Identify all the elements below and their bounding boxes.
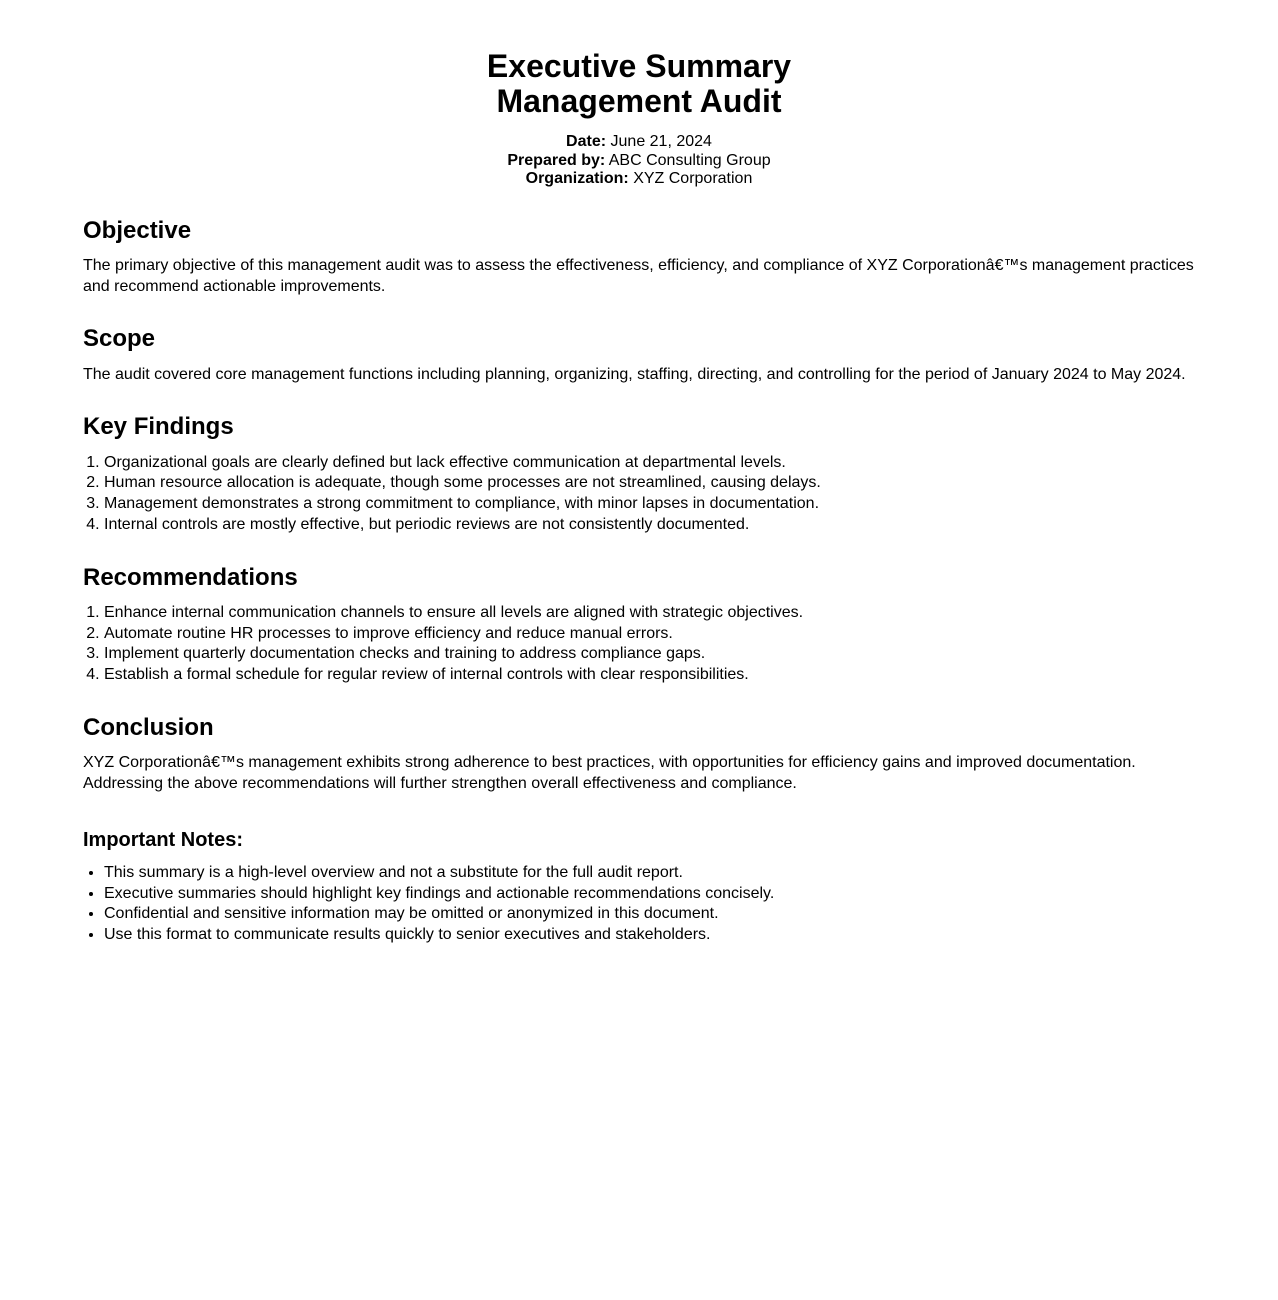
meta-organization-value: XYZ Corporation (633, 170, 753, 188)
meta-organization (83, 170, 1195, 188)
document-title (83, 49, 1195, 119)
recommendations-list (83, 603, 1195, 686)
section-conclusion-paragraph: XYZ Corporationâ€™s management exhibits strong adherence to best practices, with opportunities for efficiency gains and improved documentation. Addressing the above recommendations will further strengthen overall effectiveness and compliance. (83, 754, 1136, 793)
important-notes-list (83, 863, 1195, 946)
important-notes-item: • Executive summaries should highlight key findings and actionable recommendations concisely. (104, 884, 1195, 905)
meta-prepared-by (83, 152, 1195, 170)
recommendations-item: 2. Automate routine HR processes to improve efficiency and reduce manual errors. (104, 624, 1195, 645)
meta-date-label: Date: (566, 133, 607, 151)
section-objective (83, 215, 1195, 298)
meta-organization-label: Organization: (525, 170, 629, 188)
section-important-notes-heading: Important Notes: (83, 828, 243, 851)
section-scope (83, 323, 1195, 385)
meta-date-value: June 21, 2024 (610, 133, 712, 151)
recommendations-item: 3. Implement quarterly documentation checks and training to address compliance gaps. (104, 644, 1195, 665)
key-findings-item: 4. Internal controls are mostly effective, but periodic reviews are not consistently documented. (104, 515, 1195, 536)
important-notes-item: • This summary is a high-level overview and not a substitute for the full audit report. (104, 863, 1195, 884)
meta-prepared-by-value: ABC Consulting Group (608, 151, 771, 169)
key-findings-list (83, 453, 1195, 536)
key-findings-item: 3. Management demonstrates a strong commitment to compliance, with minor lapses in documentation. (104, 494, 1195, 515)
meta-prepared-by-label: Prepared by: (507, 151, 606, 169)
document-title-line2: Management Audit (496, 83, 782, 120)
important-notes-item: • Use this format to communicate results quickly to senior executives and stakeholders. (104, 925, 1195, 946)
section-scope-paragraph: The audit covered core management functions including planning, organizing, staffing, directing, and controlling for the period of January 2024 to May 2024. (83, 365, 1186, 383)
section-scope-heading: Scope (83, 325, 156, 353)
section-key-findings-heading: Key Findings (83, 413, 234, 441)
section-conclusion (83, 712, 1195, 795)
section-recommendations-heading: Recommendations (83, 563, 298, 591)
recommendations-item: 4. Establish a formal schedule for regular review of internal controls with clear responsibilities. (104, 665, 1195, 686)
section-key-findings (83, 411, 1195, 535)
document-meta (83, 133, 1195, 188)
key-findings-item: 2. Human resource allocation is adequate, though some processes are not streamlined, causing delays. (104, 473, 1195, 494)
section-conclusion-heading: Conclusion (83, 714, 214, 742)
document-title-line1: Executive Summary (486, 48, 792, 84)
section-objective-paragraph: The primary objective of this management audit was to assess the effectiveness, efficiency, and compliance of XYZ Corporationâ€™s management practices and recommend actionable improvements. (83, 256, 1194, 295)
key-findings-item: 1. Organizational goals are clearly defined but lack effective communication at departmental levels. (104, 453, 1195, 474)
section-important-notes (83, 827, 1195, 946)
meta-date (83, 133, 1195, 151)
section-objective-heading: Objective (83, 216, 192, 244)
important-notes-item: • Confidential and sensitive information may be omitted or anonymized in this document. (104, 904, 1195, 925)
recommendations-item: 1. Enhance internal communication channels to ensure all levels are aligned with strategic objectives. (104, 603, 1195, 624)
section-recommendations (83, 562, 1195, 686)
